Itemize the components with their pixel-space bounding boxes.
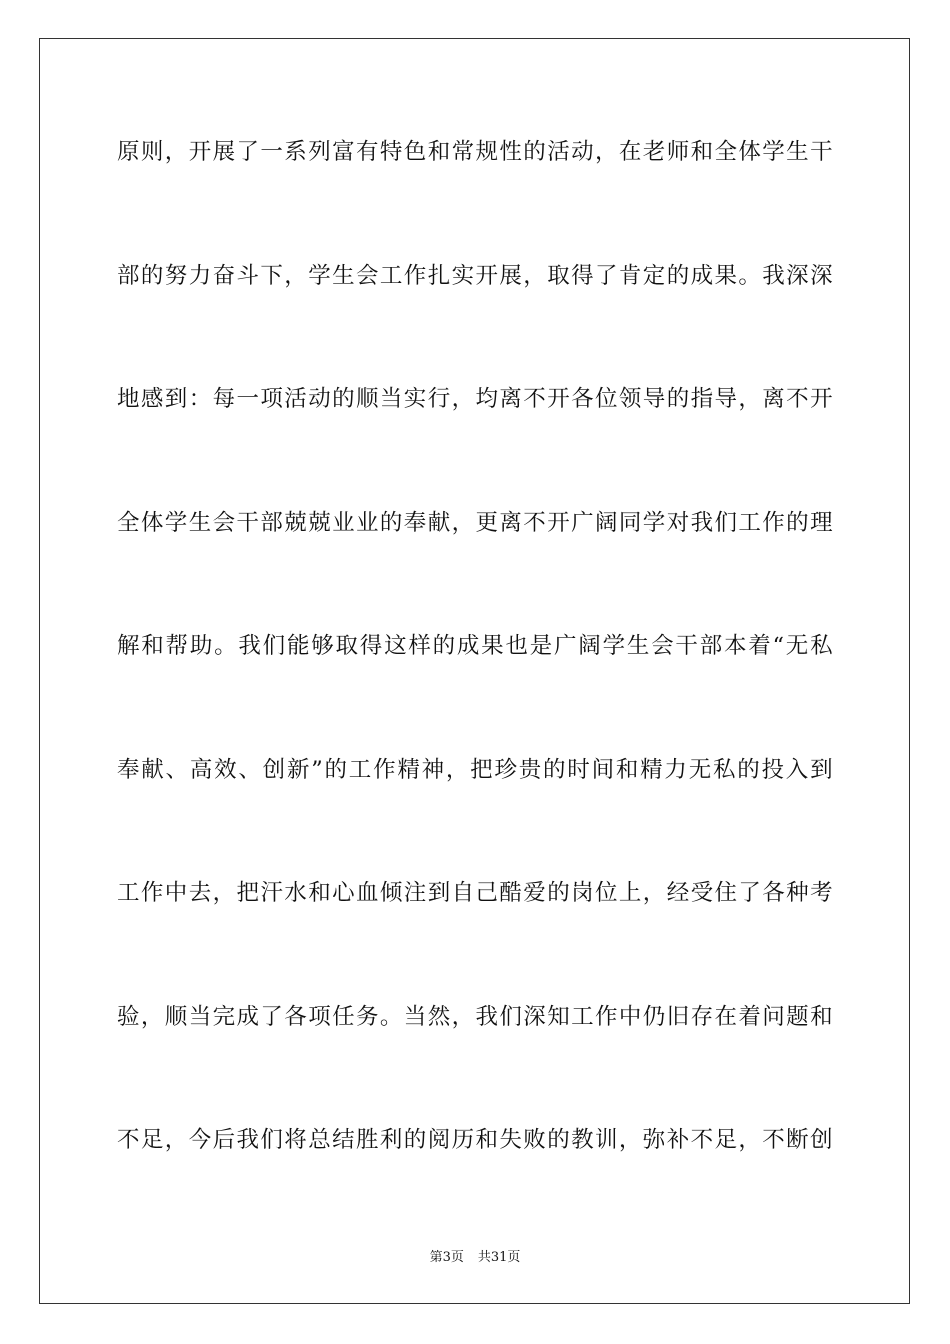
paragraph-line: 全体学生会干部兢兢业业的奉献，更离不开广阔同学对我们工作的理 [117, 509, 833, 536]
page-footer [0, 1246, 950, 1265]
paragraph-line: 不足，今后我们将总结胜利的阅历和失败的教训，弥补不足，不断创 [117, 1127, 833, 1153]
page-number: 第3页 [429, 1250, 464, 1265]
paragraph-line: 部的努力奋斗下，学生会工作扎实开展，取得了肯定的成果。我深深 [117, 262, 833, 289]
paragraph-line: 解和帮助。我们能够取得这样的成果也是广阔学生会干部本着“无私 [117, 633, 833, 659]
paragraph-line: 工作中去，把汗水和心血倾注到自己酷爱的岗位上，经受住了各种考 [117, 880, 833, 906]
document-body [117, 123, 833, 1235]
paragraph-line: 地感到：每一项活动的顺当实行，均离不开各位领导的指导，离不开 [117, 386, 833, 412]
paragraph-line: 奉献、高效、创新”的工作精神，把珍贵的时间和精力无私的投入到 [117, 756, 833, 783]
paragraph-line: 验，顺当完成了各项任务。当然，我们深知工作中仍旧存在着问题和 [117, 1003, 833, 1030]
paragraph-line: 原则，开展了一系列富有特色和常规性的活动，在老师和全体学生干 [117, 139, 833, 165]
total-pages: 共31页 [477, 1250, 521, 1265]
